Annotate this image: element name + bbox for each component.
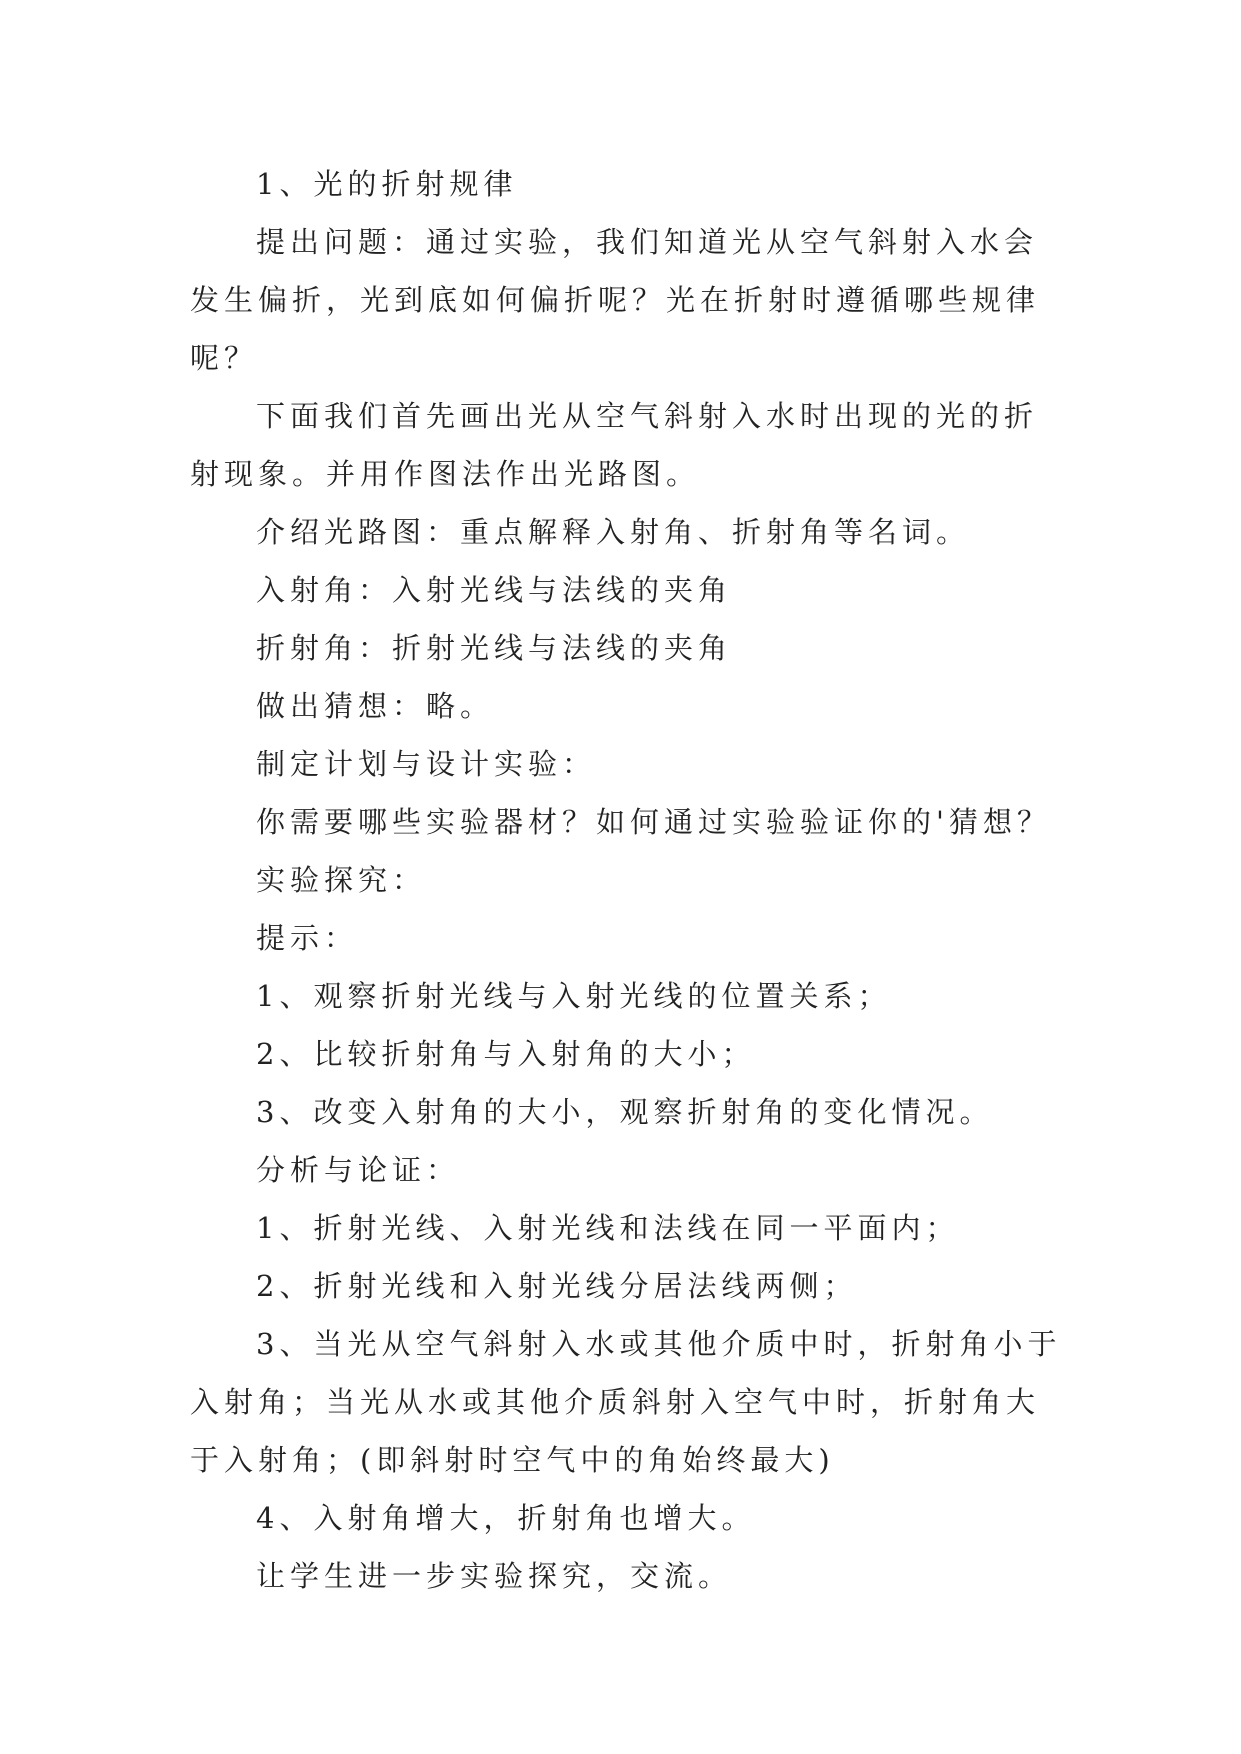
definition-incidence-angle: 入射角：入射光线与法线的夹角 (256, 573, 733, 607)
analysis-item-3: 3、当光从空气斜射入水或其他介质中时，折射角小于入射角；当光从水或其他介质斜射入空气中时，折射角大于入射角；(即斜射时空气中的角始终最大) (190, 1327, 1062, 1477)
paragraph-hypothesis: 做出猜想：略。 (256, 689, 495, 723)
paragraph-experiment: 实验探究： (256, 863, 427, 897)
paragraph-analysis: 分析与论证： (256, 1153, 461, 1187)
hint-item-2: 2、比较折射角与入射角的大小； (256, 1037, 756, 1071)
paragraph-question: 提出问题：通过实验，我们知道光从空气斜射入水会发生偏折，光到底如何偏折呢？光在折射时遵循哪些规律呢？ (190, 225, 1041, 375)
paragraph-conclusion: 让学生进一步实验探究，交流。 (256, 1559, 733, 1593)
paragraph-equipment: 你需要哪些实验器材？如何通过实验验证你的'猜想？ (256, 805, 1051, 839)
analysis-item-4: 4、入射角增大，折射角也增大。 (256, 1501, 756, 1535)
hint-item-3: 3、改变入射角的大小，观察折射角的变化情况。 (256, 1095, 994, 1129)
paragraph-hint: 提示： (256, 921, 359, 955)
analysis-item-1: 1、折射光线、入射光线和法线在同一平面内； (256, 1211, 960, 1245)
paragraph-drawing: 下面我们首先画出光从空气斜射入水时出现的光的折射现象。并用作图法作出光路图。 (190, 399, 1039, 491)
definition-refraction-angle: 折射角：折射光线与法线的夹角 (256, 631, 733, 665)
analysis-item-2: 2、折射光线和入射光线分居法线两侧； (256, 1269, 858, 1303)
section-heading: 1、光的折射规律 (256, 167, 518, 201)
paragraph-plan: 制定计划与设计实验： (256, 747, 597, 781)
paragraph-light-path: 介绍光路图：重点解释入射角、折射角等名词。 (256, 515, 971, 549)
document-body (190, 155, 1070, 1605)
hint-item-1: 1、观察折射光线与入射光线的位置关系； (256, 979, 892, 1013)
